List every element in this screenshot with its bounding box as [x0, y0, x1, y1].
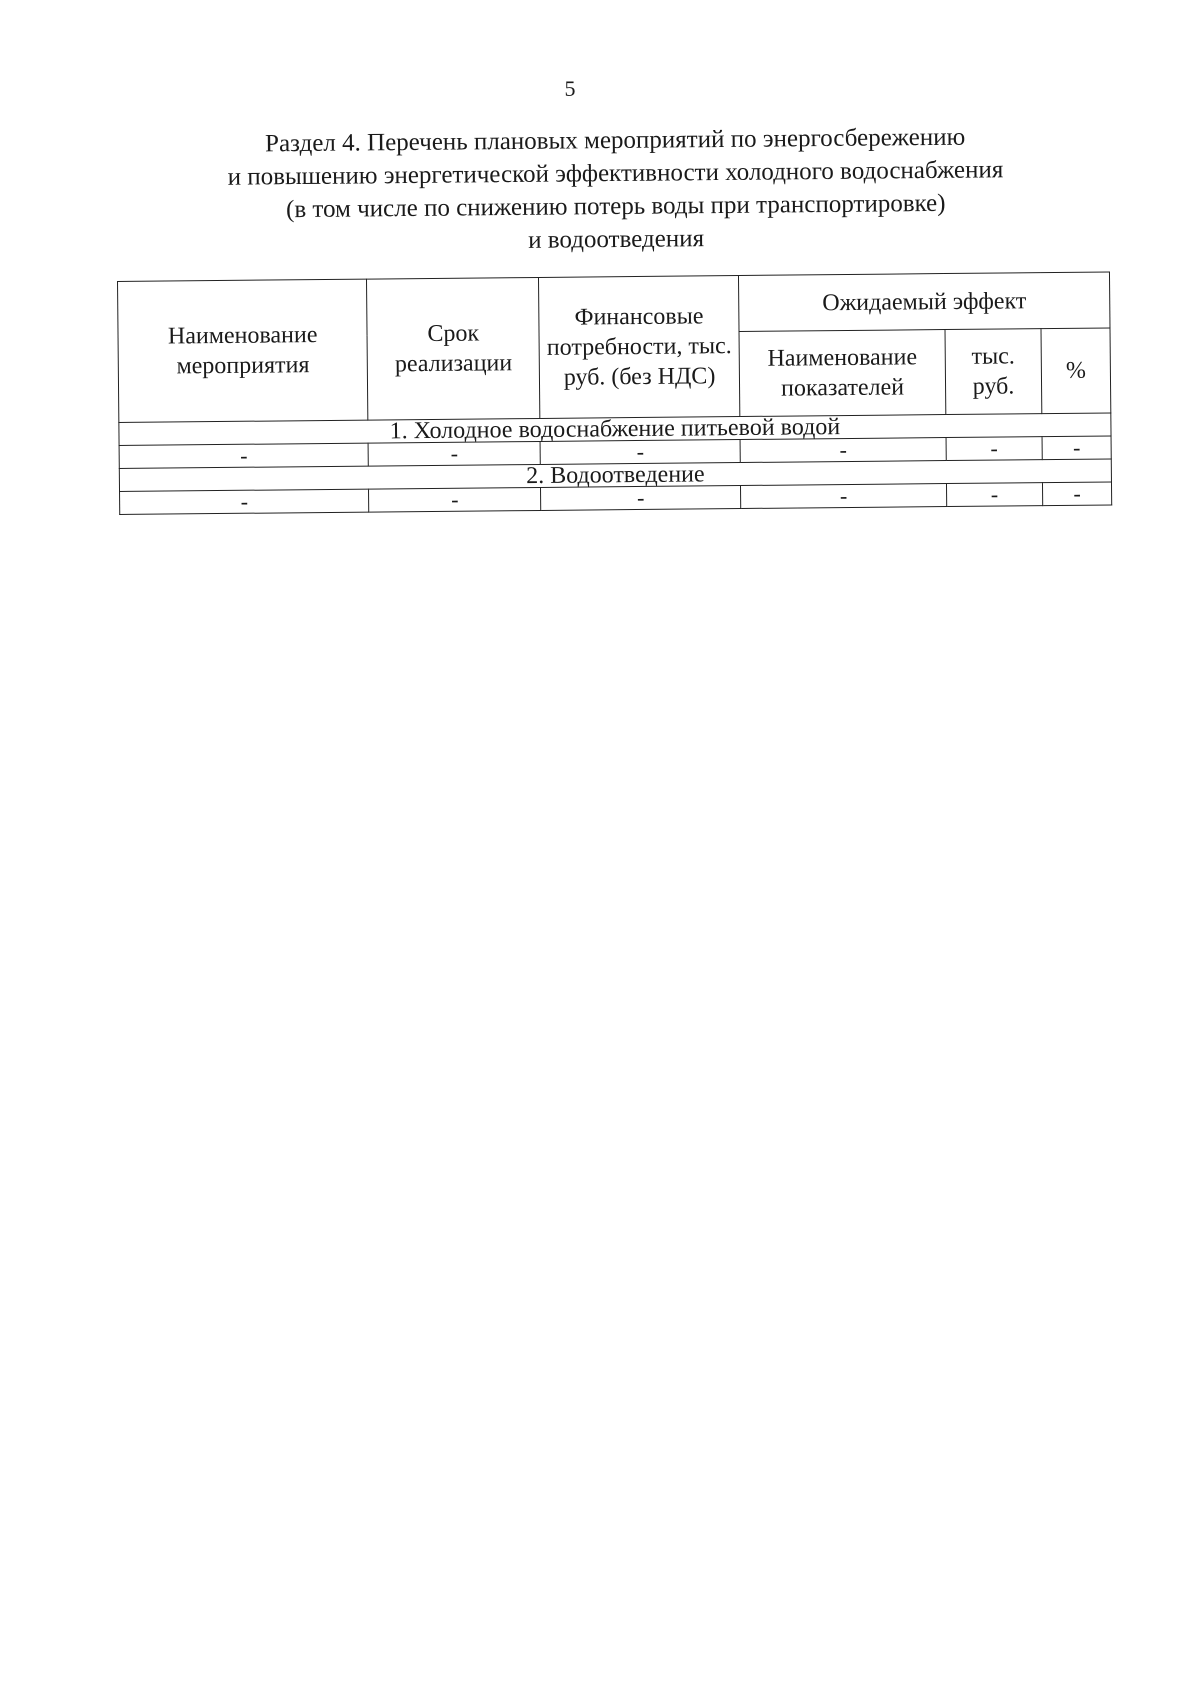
section-title: 1. Холодное водоснабжение питьевой водой [119, 413, 1111, 446]
table-cell: - [741, 484, 947, 509]
header-term: Срок реализации [367, 277, 540, 420]
header-percent: % [1041, 328, 1111, 414]
measures-table-container [117, 271, 1112, 515]
section-heading [110, 119, 1121, 261]
header-effect: Ожидаемый эффект [739, 272, 1110, 332]
table-cell: - [1043, 482, 1112, 506]
table-cell: - [120, 489, 370, 514]
table-cell: - [1042, 436, 1111, 460]
header-thousand-rub: тыс. руб. [945, 329, 1042, 415]
table-cell: - [946, 437, 1042, 461]
measures-table [117, 271, 1112, 515]
table-cell: - [946, 483, 1042, 507]
header-finance: Финансовые потребности, тыс. руб. (без НДС) [539, 276, 740, 419]
heading-line: Раздел 4. Перечень плановых мероприятий по энергосбережению [264, 123, 966, 158]
heading-line: и повышению энергетической эффективности холодного водоснабжения [227, 156, 1004, 191]
table-cell: - [368, 441, 540, 466]
table-cell: - [119, 443, 369, 468]
table-cell: - [540, 440, 740, 465]
heading-line: и водоотведения [528, 225, 705, 254]
table-cell: - [541, 486, 741, 511]
section-title: 2. Водоотведение [119, 459, 1111, 492]
table-cell: - [369, 487, 541, 512]
header-name: Наименование мероприятия [118, 279, 369, 422]
heading-line: (в том числе по снижению потерь воды при транспортировке) [285, 189, 946, 224]
table-header-row [118, 272, 1110, 338]
header-indicators: Наименование показателей [739, 330, 945, 417]
page-number: 5 [564, 76, 576, 101]
table-cell: - [740, 438, 946, 463]
